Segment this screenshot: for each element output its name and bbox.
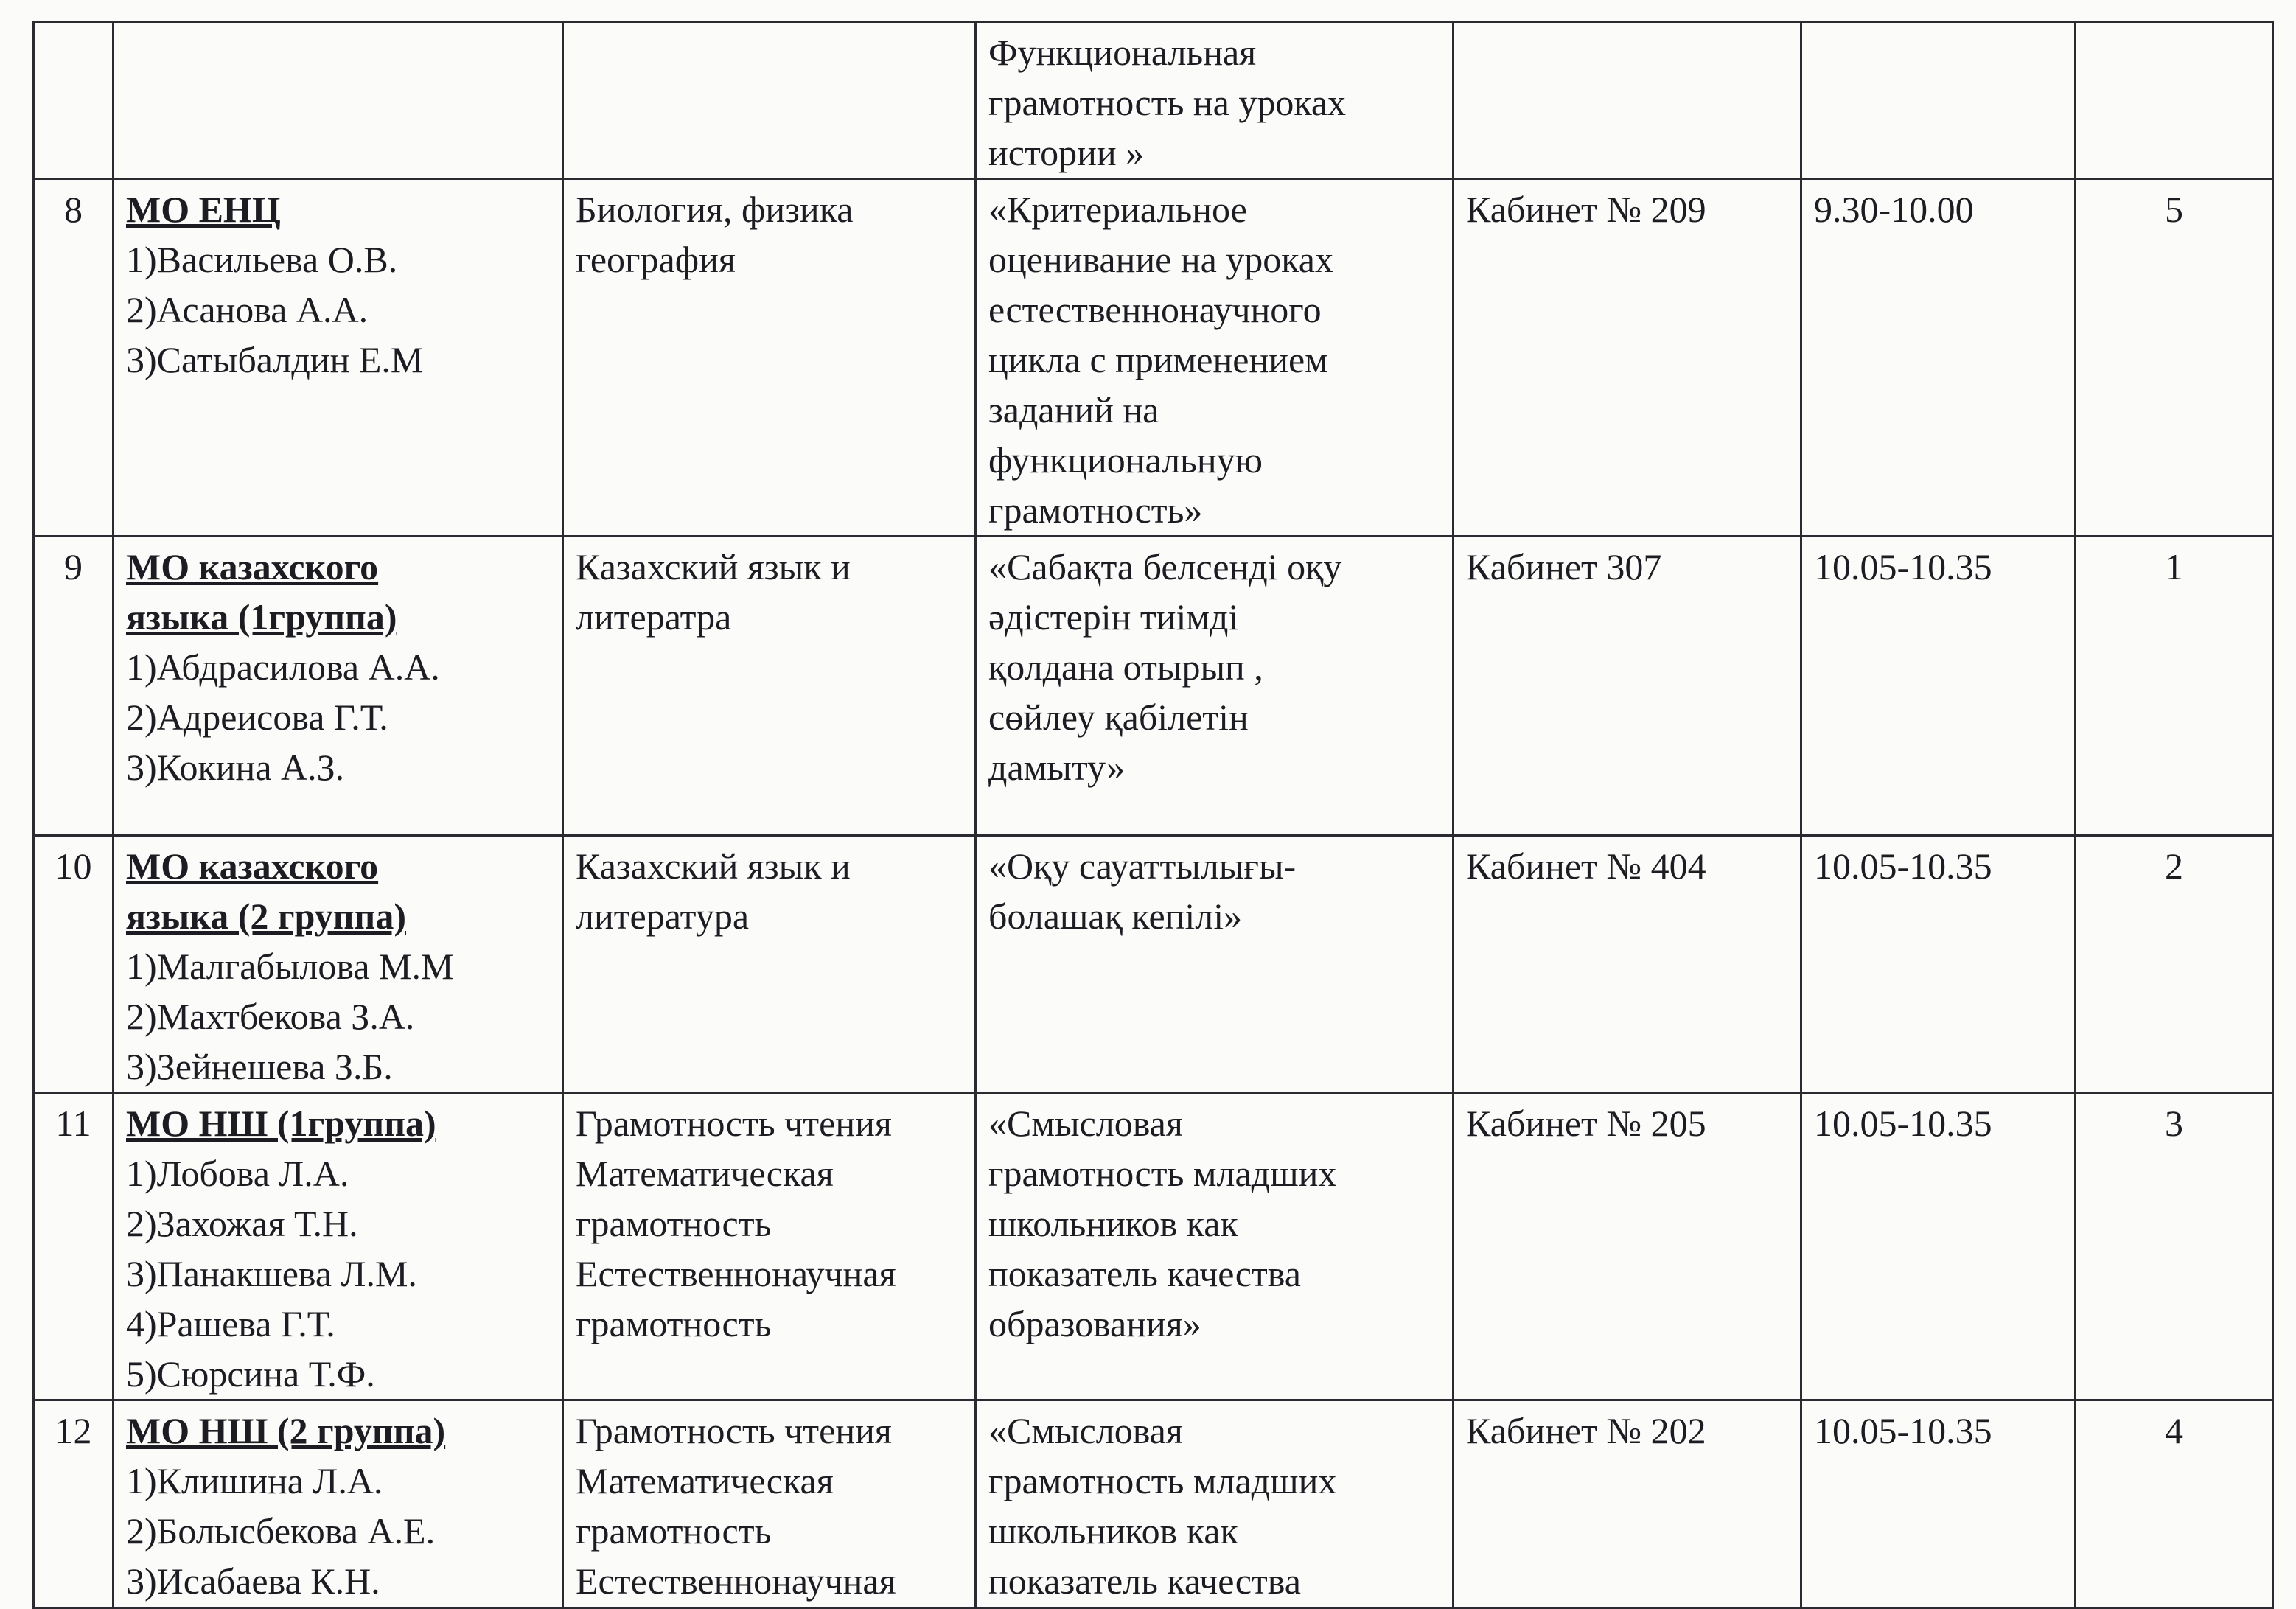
topic-line: оценивание на уроках: [988, 239, 1333, 280]
topic-line: функциональную: [988, 439, 1263, 481]
topic-line: сөйлеу қабілетін: [988, 697, 1249, 738]
time-label: 10.05-10.35: [1814, 546, 1992, 587]
topic-cell: [976, 836, 1454, 1093]
subject-line: Естественнонаучная: [576, 1560, 896, 1602]
time-label: 9.30-10.00: [1814, 189, 1974, 230]
time-cell: [1801, 836, 2076, 1093]
group-title: МО казахского: [126, 845, 379, 887]
table-row: [34, 179, 2273, 537]
member-name: 3)Панакшева Л.М.: [126, 1253, 417, 1294]
room-label: Кабинет 307: [1466, 546, 1662, 587]
member-name: 2)Махтбекова З.А.: [126, 996, 415, 1037]
group-cell: [114, 1400, 563, 1608]
order-cell: [2076, 22, 2273, 179]
member-name: 3)Исабаева К.Н.: [126, 1560, 380, 1602]
subject-cell: [563, 179, 976, 537]
time-cell: [1801, 537, 2076, 836]
member-name: 3)Кокина А.З.: [126, 747, 345, 788]
group-title: языка (2 группа): [126, 896, 407, 937]
topic-line: грамотность младших: [988, 1153, 1337, 1194]
order-cell: [2076, 537, 2273, 836]
topic-line: цикла с применением: [988, 339, 1328, 380]
room-cell: [1454, 22, 1801, 179]
subject-cell: [563, 537, 976, 836]
topic-line: «Сабақта белсенді оқу: [988, 546, 1342, 587]
order-number: 2: [2165, 845, 2183, 887]
time-cell: [1801, 179, 2076, 537]
group-cell: [114, 22, 563, 179]
topic-line: грамотность»: [988, 489, 1203, 531]
time-cell: [1801, 1093, 2076, 1400]
order-cell: [2076, 1093, 2273, 1400]
row-number-cell: [34, 537, 114, 836]
topic-line: заданий на: [988, 389, 1159, 430]
subject-line: Казахский язык и: [576, 845, 851, 887]
room-label: Кабинет № 209: [1466, 189, 1706, 230]
table-row: [34, 537, 2273, 836]
topic-line: «Смысловая: [988, 1410, 1183, 1451]
subject-line: Грамотность чтения: [576, 1103, 892, 1144]
room-cell: [1454, 537, 1801, 836]
row-number: 12: [55, 1410, 92, 1451]
group-title: МО ЕНЦ: [126, 189, 281, 230]
row-number: 10: [55, 845, 92, 887]
room-cell: [1454, 1093, 1801, 1400]
room-label: Кабинет № 404: [1466, 845, 1706, 887]
time-cell: [1801, 22, 2076, 179]
subject-line: Математическая: [576, 1153, 834, 1194]
subject-line: Биология, физика: [576, 189, 854, 230]
member-name: 1)Абдрасилова А.А.: [126, 646, 440, 688]
subject-cell: [563, 1093, 976, 1400]
subject-line: Естественнонаучная: [576, 1253, 896, 1294]
member-name: 2)Адреисова Г.Т.: [126, 697, 388, 738]
order-cell: [2076, 1400, 2273, 1608]
group-title: МО НШ (2 группа): [126, 1410, 446, 1451]
room-cell: [1454, 1400, 1801, 1608]
topic-line: грамотность младших: [988, 1460, 1337, 1501]
table-row: [34, 836, 2273, 1093]
order-number: 4: [2165, 1410, 2183, 1451]
row-number-cell: [34, 179, 114, 537]
order-cell: [2076, 836, 2273, 1093]
order-number: 5: [2165, 189, 2183, 230]
group-cell: [114, 179, 563, 537]
member-name: 2)Захожая Т.Н.: [126, 1203, 358, 1244]
row-number-cell: [34, 22, 114, 179]
topic-line: показатель качества: [988, 1560, 1301, 1602]
member-name: 4)Рашева Г.Т.: [126, 1303, 335, 1344]
member-name: 1)Малгабылова М.М: [126, 946, 454, 987]
subject-line: Грамотность чтения: [576, 1410, 892, 1451]
group-cell: [114, 537, 563, 836]
member-name: 2)Болысбекова А.Е.: [126, 1510, 436, 1552]
topic-line: қолдана отырып ,: [988, 646, 1263, 688]
topic-line: грамотность на уроках: [988, 82, 1347, 123]
topic-line: Функциональная: [988, 32, 1257, 73]
room-cell: [1454, 836, 1801, 1093]
table-row: [34, 1093, 2273, 1400]
topic-line: «Критериальное: [988, 189, 1247, 230]
member-name: 5)Сюрсина Т.Ф.: [126, 1353, 375, 1395]
member-name: 3)Сатыбалдин Е.М: [126, 339, 424, 380]
schedule-table: [32, 21, 2274, 1609]
topic-cell: [976, 537, 1454, 836]
order-number: 3: [2165, 1103, 2183, 1144]
subject-cell: [563, 1400, 976, 1608]
time-cell: [1801, 1400, 2076, 1608]
subject-line: Казахский язык и: [576, 546, 851, 587]
subject-line: грамотность: [576, 1303, 772, 1344]
room-cell: [1454, 179, 1801, 537]
topic-line: истории »: [988, 132, 1145, 173]
topic-line: «Смысловая: [988, 1103, 1183, 1144]
topic-line: показатель качества: [988, 1253, 1301, 1294]
topic-line: естественнонаучного: [988, 289, 1322, 330]
member-name: 1)Клишина Л.А.: [126, 1460, 383, 1501]
group-title: МО казахского: [126, 546, 379, 587]
topic-line: школьников как: [988, 1510, 1238, 1552]
row-number-cell: [34, 1400, 114, 1608]
room-label: Кабинет № 205: [1466, 1103, 1706, 1144]
topic-cell: [976, 179, 1454, 537]
member-name: 3)Зейнешева З.Б.: [126, 1046, 393, 1087]
order-cell: [2076, 179, 2273, 537]
topic-line: әдістерін тиімді: [988, 596, 1239, 638]
topic-cell: [976, 1093, 1454, 1400]
group-title: языка (1группа): [126, 596, 397, 638]
topic-line: школьников как: [988, 1203, 1238, 1244]
member-name: 1)Лобова Л.А.: [126, 1153, 349, 1194]
table-row: [34, 1400, 2273, 1608]
subject-line: литература: [576, 896, 750, 937]
group-title: МО НШ (1группа): [126, 1103, 436, 1144]
topic-line: болашақ кепілі»: [988, 896, 1243, 937]
subject-line: грамотность: [576, 1203, 772, 1244]
topic-cell: [976, 22, 1454, 179]
group-cell: [114, 836, 563, 1093]
subject-cell: [563, 22, 976, 179]
topic-line: дамыту»: [988, 747, 1126, 788]
member-name: 1)Васильева О.В.: [126, 239, 398, 280]
subject-line: литератра: [576, 596, 732, 638]
row-number: 11: [55, 1103, 91, 1144]
room-label: Кабинет № 202: [1466, 1410, 1706, 1451]
time-label: 10.05-10.35: [1814, 845, 1992, 887]
row-number-cell: [34, 1093, 114, 1400]
topic-line: образования»: [988, 1303, 1201, 1344]
topic-cell: [976, 1400, 1454, 1608]
group-cell: [114, 1093, 563, 1400]
time-label: 10.05-10.35: [1814, 1410, 1992, 1451]
member-name: 2)Асанова А.А.: [126, 289, 369, 330]
row-number: 8: [64, 189, 83, 230]
table-body: [34, 22, 2273, 1608]
time-label: 10.05-10.35: [1814, 1103, 1992, 1144]
subject-line: грамотность: [576, 1510, 772, 1552]
topic-line: «Оқу сауаттылығы-: [988, 845, 1297, 887]
order-number: 1: [2165, 546, 2183, 587]
subject-cell: [563, 836, 976, 1093]
row-number-cell: [34, 836, 114, 1093]
row-number: 9: [64, 546, 83, 587]
table-row: [34, 22, 2273, 179]
subject-line: география: [576, 239, 736, 280]
subject-line: Математическая: [576, 1460, 834, 1501]
